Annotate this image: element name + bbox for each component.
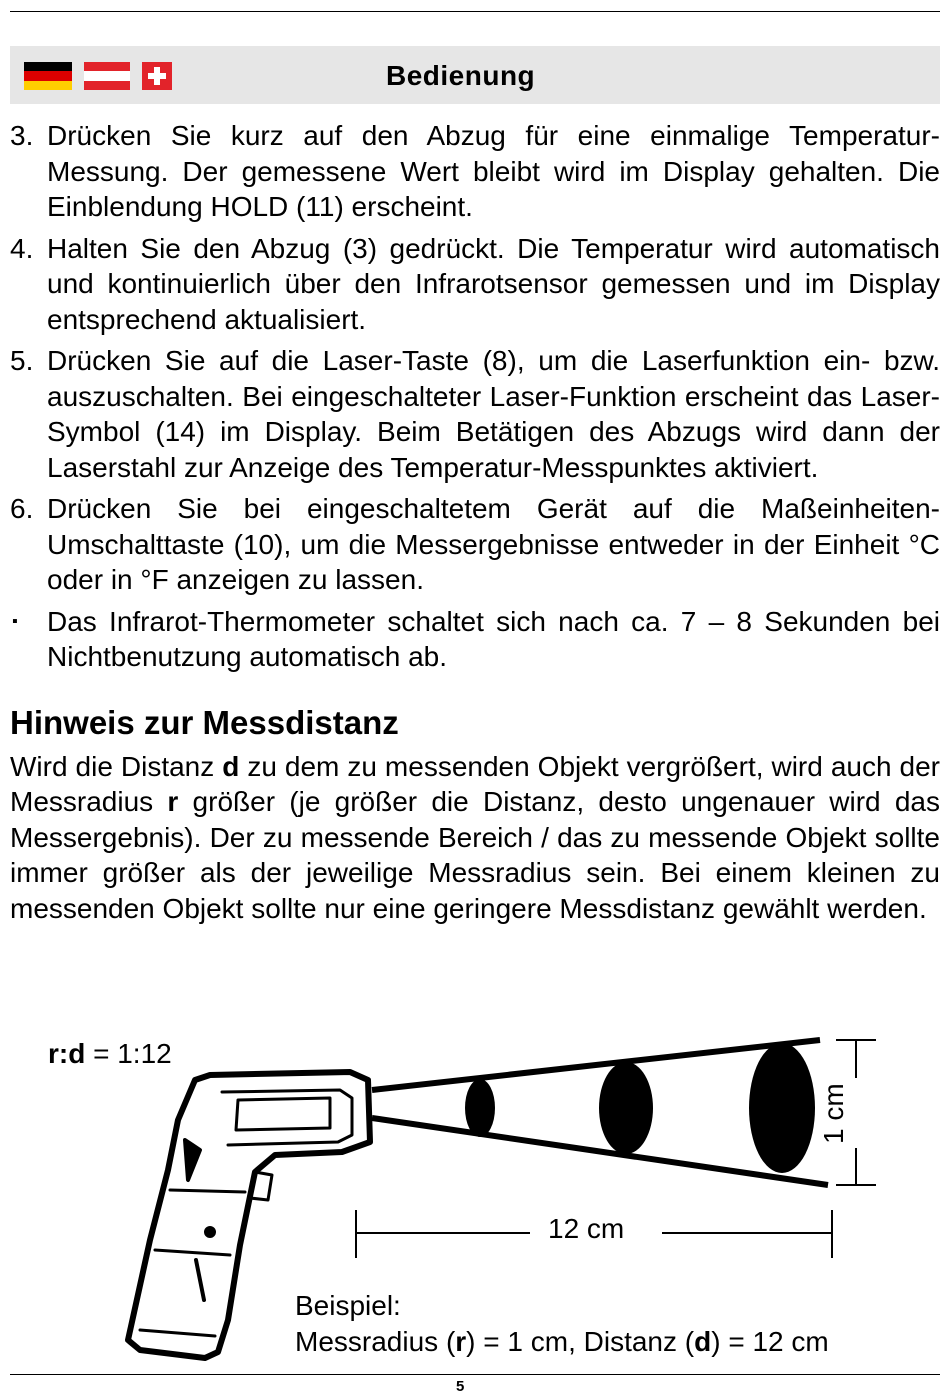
list-item (10, 343, 940, 485)
section-header (10, 46, 940, 104)
flag-switzerland-icon (142, 62, 172, 90)
section-paragraph: Wird die Distanz d zu dem zu messenden Objekt vergrößert, wird auch der Messradius r größer (je größer die Distanz, desto ungenauer wird das Messergebnis). Der zu messende Bereich / das zu messende Objekt sollte immer größer als der jeweilige Messradius sein. Bei einem kleinen zu messenden Objekt sollte nur eine geringere Messdistanz gewählt werden. (10, 750, 940, 924)
ratio-label: r:d = 1:12 (48, 1038, 172, 1069)
bullet-item (10, 604, 940, 675)
item-number: 5. (10, 345, 34, 376)
figure-caption: Beispiel: Messradius (r) = 1 cm, Distanz (d) = 12 cm (295, 1290, 829, 1357)
flag-germany-icon (24, 62, 72, 90)
list-item (10, 491, 940, 598)
main-content (10, 118, 940, 926)
item-text: Halten Sie den Abzug (3) gedrückt. Die Temperatur wird automatisch und kontinuierlich über den Infrarotsensor gemessen und im Display entsprechend aktualisiert. (47, 232, 940, 335)
section-heading: Hinweis zur Messdistanz (10, 703, 399, 741)
item-number: 4. (10, 232, 34, 264)
list-item (10, 118, 940, 225)
top-rule (10, 11, 940, 12)
bottom-rule (10, 1374, 940, 1375)
item-number: 6. (10, 493, 34, 524)
page-title: Bedienung (386, 60, 536, 91)
bullet-text: Das Infrarot-Thermometer schaltet sich nach ca. 7 – 8 Sekunden bei Nichtbenutzung automatisch ab. (47, 605, 940, 672)
measuring-spot-small (465, 1079, 495, 1137)
page-number: 5 (456, 1378, 465, 1395)
radius-label: 1 cm (818, 1083, 849, 1144)
distance-label: 12 cm (548, 1213, 625, 1244)
item-text: Drücken Sie auf die Laser-Taste (8), um die Laserfunktion ein- bzw. auszuschalten. Bei eingeschalteter Laser-Funktion erscheint das Laser-Symbol (14) im Display. Beim Betätigen des Abzugs wird dann der Laserstahl zur Anzeige des Temperatur-Messpunktes aktiviert. (47, 345, 940, 483)
flag-austria-icon (84, 62, 130, 90)
item-text: Drücken Sie kurz auf den Abzug für eine einmalige Temperatur-Messung. Der gemessene Wert bleibt wird im Display gehalten. Die Einblendung HOLD (11) erscheint. (47, 120, 940, 222)
measuring-spot-large (749, 1043, 815, 1173)
item-number: 3. (10, 120, 34, 151)
item-text: Drücken Sie bei eingeschaltetem Gerät auf die Maßeinheiten-Umschalttaste (10), um die Messergebnisse entweder in der Einheit °C oder in °F anzeigen zu lassen. (47, 493, 940, 595)
bullet-icon: ▪ (12, 612, 18, 630)
list-item (10, 231, 940, 338)
measuring-spot-medium (599, 1062, 653, 1154)
